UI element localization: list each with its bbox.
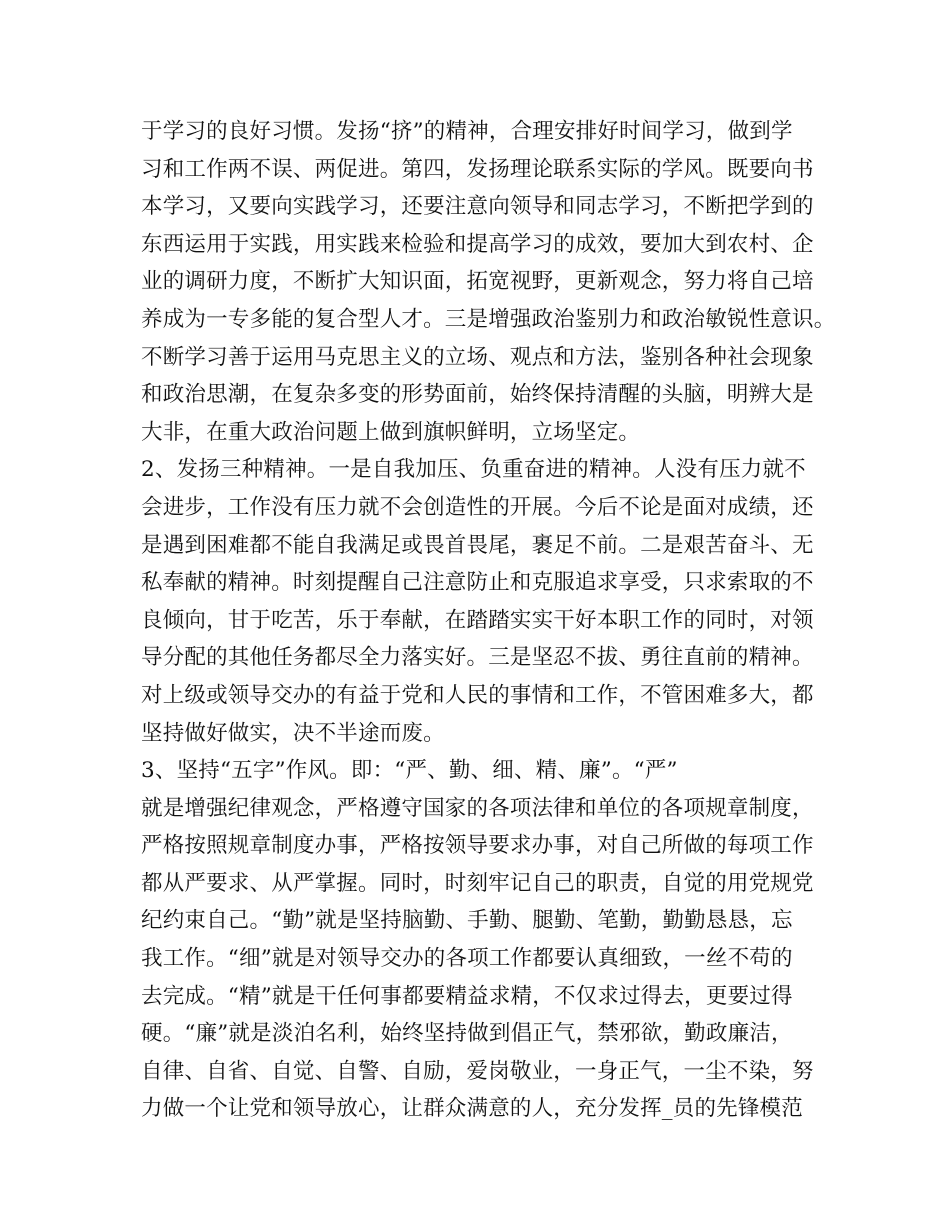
text-line: 习和工作两不误、两促进。第四，发扬理论联系实际的学风。既要向书 [141,156,814,182]
text-line: 硬。“廉”就是淡泊名利，始终坚持做到倡正气，禁邪欲，勤政廉洁， [141,1021,793,1047]
text-line: 坚持做好做实，决不半途而废。 [141,720,445,746]
text-line: 去完成。“精”就是干任何事都要精益求精，不仅求过得去，更要过得 [141,983,793,1009]
text-line: 我工作。“细”就是对领导交办的各项工作都要认真细致，一丝不苟的 [141,946,793,972]
text-line: 纪约束自己。“勤”就是坚持脑勤、手勤、腿勤、笔勤，勤勤恳恳，忘 [141,908,793,934]
text-line: 本学习，又要向实践学习，还要注意向领导和同志学习，不断把学到的 [141,194,814,220]
section-heading-line: 3、坚持“五字”作风。即：“严、勤、细、精、廉”。“严” [141,758,678,784]
text-line: 业的调研力度，不断扩大知识面，拓宽视野，更新观念，努力将自己培 [141,269,814,295]
text-line: 力做一个让党和领导放心，让群众满意的人，充分发挥_员的先锋模范 [141,1096,803,1122]
text-line: 自律、自省、自觉、自警、自励，爱岗敬业，一身正气，一尘不染，努 [141,1058,814,1084]
text-line: 导分配的其他任务都尽全力落实好。三是坚忍不拔、勇往直前的精神。 [141,645,814,671]
text-line: 对上级或领导交办的有益于党和人民的事情和工作，不管困难多大，都 [141,682,814,708]
text-line: 是遇到困难都不能自我满足或畏首畏尾，裹足不前。二是艰苦奋斗、无 [141,532,814,558]
text-line: 都从严要求、从严掌握。同时，时刻牢记自己的职责，自觉的用党规党 [141,870,814,896]
section-heading-line: 2、发扬三种精神。一是自我加压、负重奋进的精神。人没有压力就不 [141,457,806,483]
text-line: 不断学习善于运用马克思主义的立场、观点和方法，鉴别各种社会现象 [141,344,814,370]
body-text [141,113,836,1128]
text-line: 就是增强纪律观念，严格遵守国家的各项法律和单位的各项规章制度， [141,795,814,821]
text-line: 大非，在重大政治问题上做到旗帜鲜明，立场坚定。 [141,419,641,445]
text-line: 东西运用于实践，用实践来检验和提高学习的成效，要加大到农村、企 [141,231,814,257]
text-line: 和政治思潮，在复杂多变的形势面前，始终保持清醒的头脑，明辨大是 [141,382,814,408]
text-line: 养成为一专多能的复合型人才。三是增强政治鉴别力和政治敏锐性意识。 [141,306,836,332]
text-line: 私奉献的精神。时刻提醒自己注意防止和克服追求享受，只求索取的不 [141,570,814,596]
text-line: 良倾向，甘于吃苦，乐于奉献，在踏踏实实干好本职工作的同时，对领 [141,607,814,633]
text-line: 会进步，工作没有压力就不会创造性的开展。今后不论是面对成绩，还 [141,494,814,520]
text-line: 于学习的良好习惯。发扬“挤”的精神，合理安排好时间学习，做到学 [141,119,793,144]
text-line: 严格按照规章制度办事，严格按领导要求办事，对自己所做的每项工作 [141,833,814,859]
